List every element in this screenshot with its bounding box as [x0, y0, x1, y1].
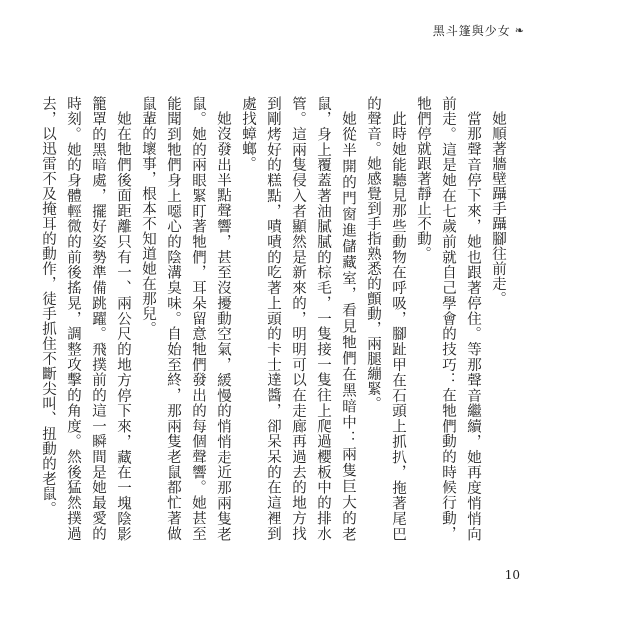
paragraph: 當那聲音停下來，她也跟著停住。等那聲音繼續，她再度悄悄向前走。這是她在七歲前就自己學會的技巧：在牠們動的時候行動，牠們停就跟著靜止不動。	[415, 96, 481, 541]
page-number: 10	[504, 568, 520, 582]
paragraph: 她沒發出半點聲響，甚至沒擾動空氣，緩慢的悄悄走近那兩隻老鼠。她的兩眼緊盯著牠們，耳朵留意牠們發出的每個聲響。她甚至能聞到牠們身上噁心的陰溝臭味。自始至終，那兩隻老鼠都忙著做鼠輩的壞事，根本不知道她在那兒。	[140, 96, 231, 541]
paragraph: 她順著牆壁躡手躡腳往前走。	[490, 110, 506, 306]
book-title: 黑斗篷與少女	[432, 24, 511, 38]
paragraph: 她在牠們後面距離只有一、兩公尺的地方停下來，藏在一塊陰影籠罩的黑暗處，擺好姿勢準備跳躍。飛撲前的這一瞬間是她最愛的時刻。她的身體輕微的前後搖晃，調整攻擊的角度。然後猛然撲過去，以迅雷不及掩耳的動作，徒手抓住不斷尖叫、扭動的老鼠。	[40, 96, 131, 541]
running-header	[433, 22, 525, 39]
paragraph: 此時她能聽見那些動物在呼吸，腳趾甲在石頭上抓扒，拖著尾巴的聲音。她感覺到手指熟悉的顫動，兩腿繃緊。	[365, 96, 406, 541]
ornament-icon: ❧	[514, 24, 525, 37]
body-text	[35, 96, 510, 541]
paragraph: 她從半開的門窗進儲藏室，看見牠們在黑暗中：兩隻巨大的老鼠，身上覆蓋著油膩膩的棕毛，一隻接一隻往上爬過櫻板中的排水管。這兩隻侵入者顯然是新來的，明明可以在走廊再過去的地方找到剛烤好的糕點，嘖嘖的吃著上頭的卡士達醬，卻呆呆的在這裡到處找蟑螂。	[240, 96, 356, 541]
